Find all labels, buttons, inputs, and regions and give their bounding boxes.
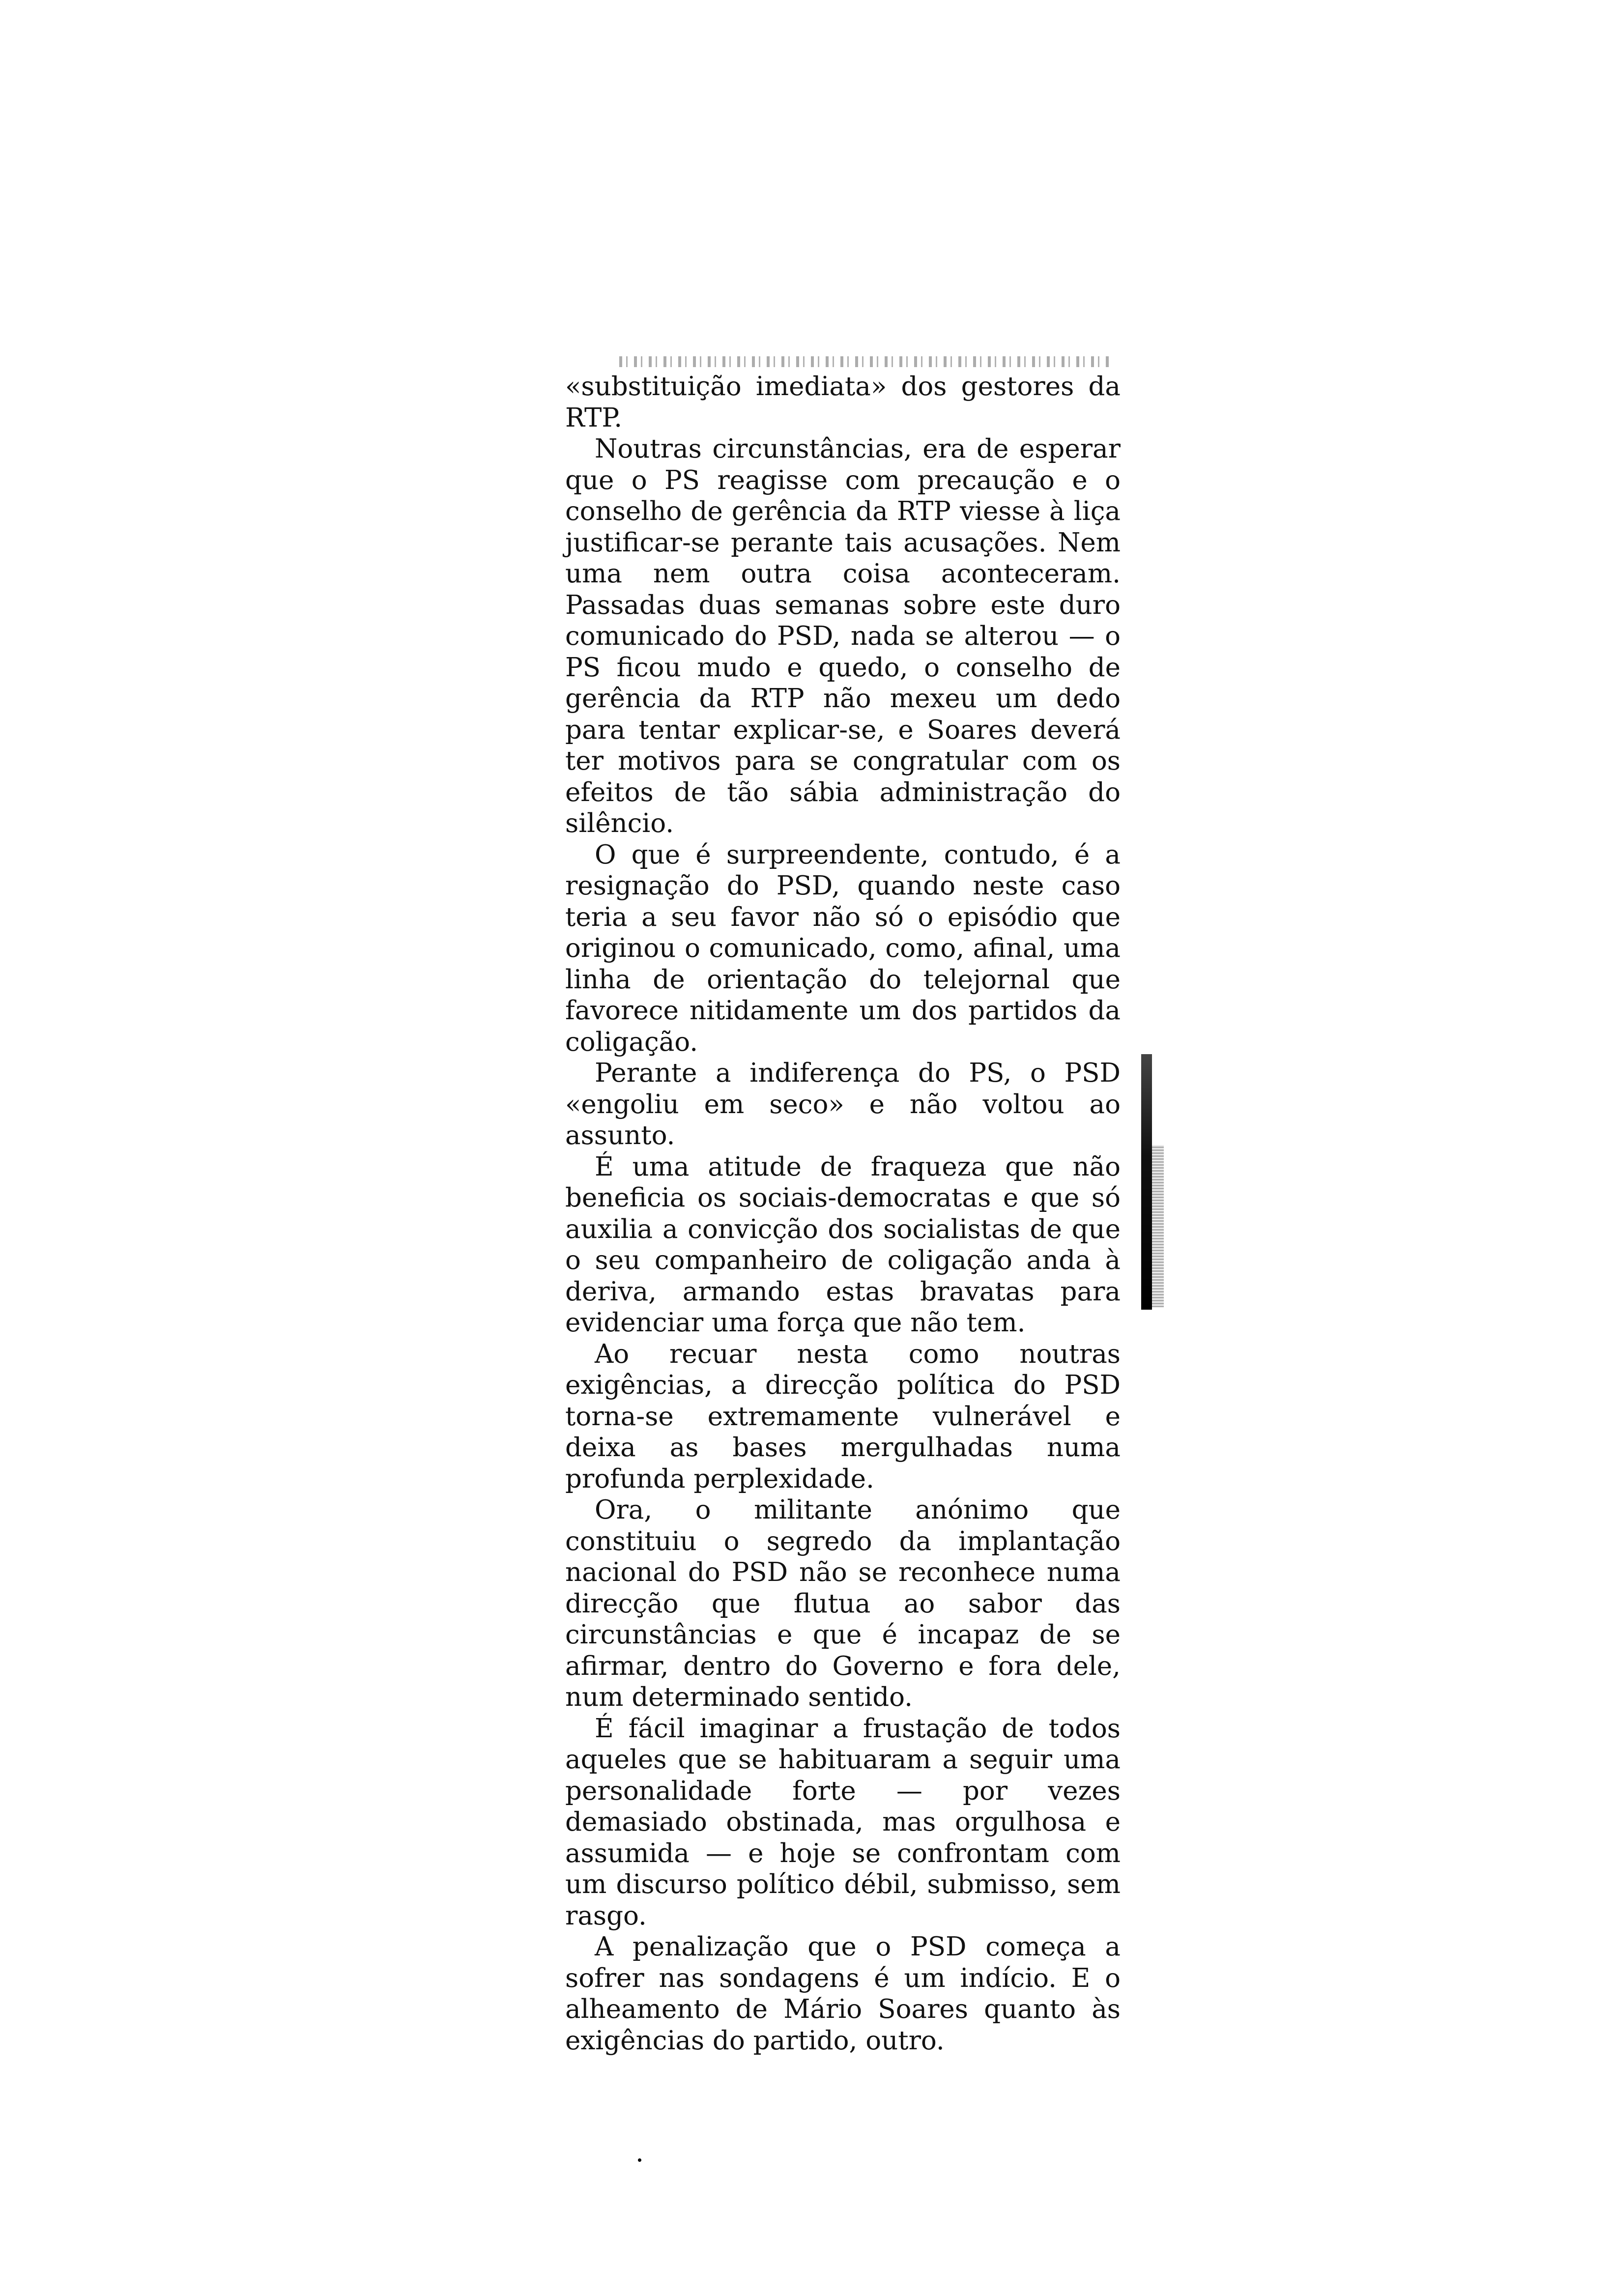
article-text — [565, 371, 1121, 2056]
column-rule-bar — [1141, 1054, 1152, 1310]
column-rule-shading — [1152, 1145, 1164, 1307]
paragraph-1: Noutras circunstâncias, era de esperar que o PS reagisse com precaução e o conselho de gerência da RTP viesse à liça justificar-se perante tais acusações. Nem uma nem outra coisa aconteceram. Passadas duas semanas sobre este duro comunicado do PSD, nada se alterou — o PS ficou mudo e quedo, o conselho de gerência da RTP não mexeu um dedo para tentar explicar-se, e Soares deverá ter motivos para se congratular com os efeitos de tão sábia administração do silêncio. — [565, 434, 1121, 838]
paragraph-4: É uma atitude de fraqueza que não beneficia os sociais-democratas e que só auxilia a convicção dos socialistas de que o seu companheiro de coligação anda à deriva, armando estas bravatas para evidenciar uma força que não tem. — [565, 1151, 1121, 1338]
lead-fragment: «substituição imediata» dos gestores da RTP. — [565, 372, 1121, 433]
paragraph-6: Ora, o militante anónimo que constituiu o segredo da implantação nacional do PSD não se reconhece numa direcção que flutua ao sabor das circunstâncias e que é incapaz de se afirmar, dentro do Governo e fora dele, num determinado sentido. — [565, 1495, 1121, 1712]
scan-speck — [638, 2158, 641, 2162]
paragraph-8: A penalização que o PSD começa a sofrer nas sondagens é um indício. E o alheamento de Mário Soares quanto às exigências do partido, outro. — [565, 1932, 1121, 2056]
paragraph-3: Perante a indiferença do PS, o PSD «engoliu em seco» e não voltou ao assunto. — [565, 1058, 1121, 1150]
newspaper-clipping — [546, 356, 1130, 2056]
paragraph-5: Ao recuar nesta como noutras exigências, a direcção política do PSD torna-se extremamente vulnerável e deixa as bases mergulhadas numa profunda perplexidade. — [565, 1339, 1121, 1494]
paragraph-7: É fácil imaginar a frustação de todos aqueles que se habituaram a seguir uma personalidade forte — por vezes demasiado obstinada, mas orgulhosa e assumida — e hoje se confrontam com um discurso político débil, submisso, sem rasgo. — [565, 1713, 1121, 1931]
scan-noise-band — [619, 356, 1111, 367]
paragraph-2: O que é surpreendente, contudo, é a resignação do PSD, quando neste caso teria a seu favor não só o episódio que originou o comunicado, como, afinal, uma linha de orientação do telejornal que favorece nitidamente um dos partidos da coligação. — [565, 839, 1121, 1057]
